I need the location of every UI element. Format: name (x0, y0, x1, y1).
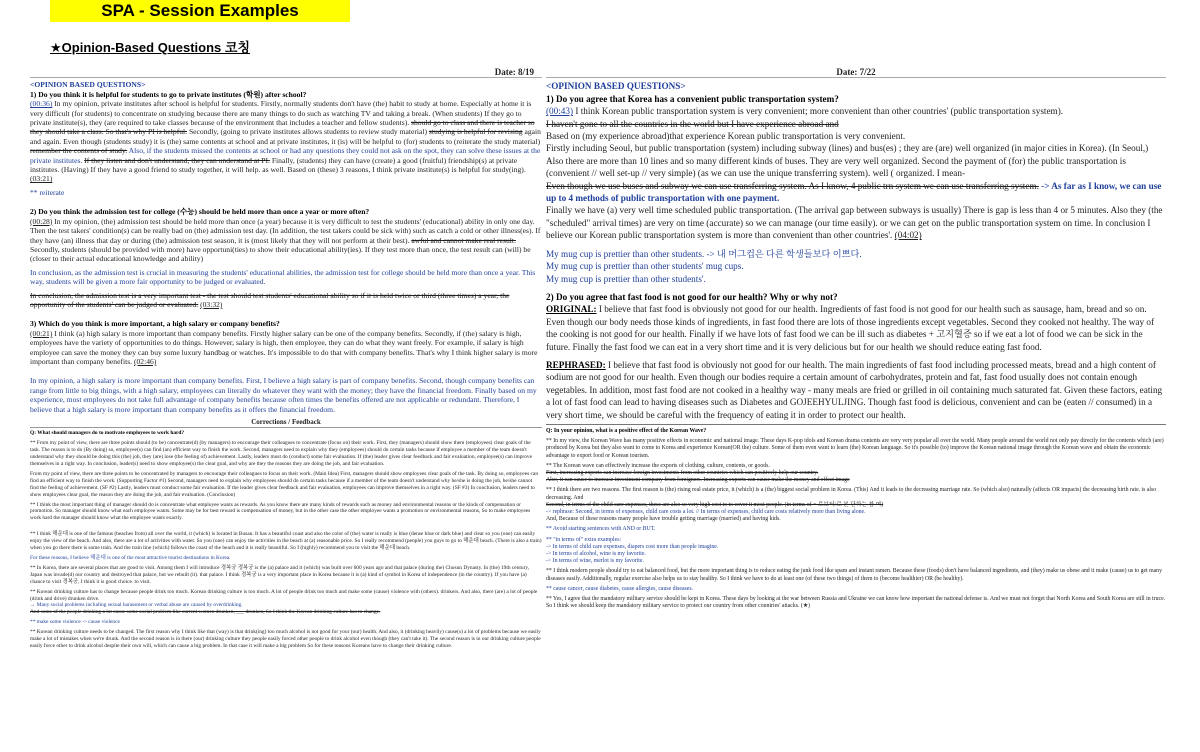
timestamp: (02:46) (133, 356, 157, 366)
right-answer-2-rephrased: REPHRASED: I believe that fast food is obviously not good for our health. The main ingredients of fast food including processed meats, bread and a high content of sodium are not good for our health. Even though our bodies require a certain amount of carbohydrates, protein and fat, fast food usually does not contain enough vegetables. In addition, most fast food are not cooked in a healthy way - many meals are fried or grilled in oil containing much saturated fat. Given these factors, eating a lot of fast food can lead to having diseases such as Diabetes and GOJEEHYULJING. Though fast food is delicious, convenient and can be (eaten // consumed) in a very short time, we should be careful with the frequency of eating it in order to protect our health. (546, 359, 1163, 420)
right-answer-2-original: ORIGINAL: I believe that fast food is obviously not good for our health. Ingredients of fast food is not good for our health such as sausage, ham, bread and so on. Even though our body needs those kinds of ingredients, in fast food there are lots of those ingredients except vegetables. Second they cooked not healthy. The way of the cooking is not good for our health. Finally if we have lots of fast food we can be ill such as diabetes + 고지혈증 so if we eat a lot of food we can be sick in the future. Finally the fast food we can eat in a very short time and it is very delicious but for our health we should reduce eating fast food. (546, 304, 1155, 352)
left-note: ** reiterate (30, 187, 65, 197)
feedback-item: ** cause cancer, cause diabetes, cause allergies, cause diseases. (546, 585, 694, 592)
feedback-title: Corrections / Feedback (30, 418, 542, 428)
timestamp: (03:32) (200, 299, 223, 309)
left-question-2: 2) Do you think the admission test for college (수능) should be held more than once a year or more often? (30, 207, 370, 217)
right-main-section (546, 80, 1166, 421)
feedback-section (30, 430, 542, 649)
feedback-item: ** The Korean wave can effectively increase the exports of clothing, culture, contents, or goods. First, increasing exports can increase foreign investments from other countries which can positively help our country. Also, it can cause to increase investment company from foreigners. Increasing exports can cause make the money and effect image (546, 462, 850, 484)
right-section-heading: <OPINION BASED QUESTIONS> (546, 81, 686, 92)
feedback-item: ** Korean drinking culture has to change because people drink too much. Korean drinking culture is too much. A lot of people drink too much and make some (cause) violence with (others). drinkers. And also, there (are) a lot of people (drink and drive) drunken drive. → Many social problems including sexual harassment or verbal abuse are caused by overdrinking. And some of the people drinking a lot cause some social problem like current women drunken, ___ drunken, So I think the Korean drinking culture has to change. (30, 588, 538, 616)
feedback-item: ** Korean drinking culture needs to be changed. The first reason why I think like that (way) is that drink(ing) too much alcohol is not good for your (our) health. And also, it (drinking heavily) cause(s) a lot of problems because we easily make a lot of mistakes when we're drunk. And the second reason is in there (our) drinking culture they people easily forced other people to drink alcohol even though (they can't take it). The second reason is in our drinking culture people easily force other to drink alcohol despite their own will, which can cause a big problem. In that case it will make a big problem So for these reasons Koreans have to change their drinking culture. (30, 629, 541, 649)
original-label: ORIGINAL: (546, 304, 597, 315)
feedback-item: ** In my view, the Korean Wave has many positive effects in economic and national image. These days K-pop idols and Korean drama contents are very very popular all over the world. Many people around the world not only pay directly for the contents which (are) produced by Korea but they also want to come to Korea and experience Korean(OR the) culture. Some of them even want to learn (the) Korean language. So it's possible (to) improve the Korean national image through the Korean wave and obtain the economic advantage to export food or Korean tourism. (546, 438, 1164, 459)
right-date: Date: 7/22 (546, 68, 1166, 78)
left-answer-3: (00:21) I think (a) high salary is more important than company benefits. Firstly higher salary can be one of the company benefits. Secondly, if (the) salary is high, employees have the variety of opportunities to do things. However, salary is high, then employee, they can do what they want freely. For example, if salary is high employee can save the money they can buy some luxury handbag or watches. It's impossible to do that with company benefits. That's why I think higher salary is more important than company benefits. (02:46) (30, 328, 538, 366)
timestamp: (00:21) (30, 328, 53, 338)
right-column (546, 68, 1166, 752)
feedback-question: Q: What should managers do to motivate employees to work hard? (30, 430, 185, 437)
left-answer-2: (00:28) In my opinion, (the) admission test should be held more than once (a year) because it is very difficult to test the students' (educational) ability in only one day. Then the test takers' condition(s) can be really bad on (the) admission test day. (In addition, the test takers could be sick with) such as catch a cold or other illness(es). If they have (an) illness that day or during (the) admission test season, it is (most likely that they will not perform at their best). awful and cannot make real result. Secondly, students (should be provided with more) have opportuni(ties) to show their educational ability(ies). If they test more than once, the test result can (will) be (closer to their actual educational knowledge and ability) (30, 216, 541, 264)
mug-examples: My mug cup is prettier than other students. -> 내 머그컵은 다른 학생들보다 이쁘다. My mug cup is prettier than other students' mug cups. My mug cup is prettier than other students'. (546, 248, 862, 284)
left-answer-1: (00:36) In my opinion, private institutes after school is helpful for students. Firstly, normally students don't have (the) habit to study at home. Especially at home it is very difficult (for students) to concentrate on studying because there are many things to do such as watching TV and taking a break. (When students) If they go to private institute(s), they (are required to take classes because of the environment that includes a teacher and fellow students). should go to class and there is teacher so they should take a class. So that's why PI is helpful. Secondly, (going to private institutes allows students to review study material) studying is helpful for revising again and again. Even though (students study) it is (the) same contents at school and at private institutes, it (is) will be helpful to (for) students to (reiterate the study material) remember the contents of study. Also, if the students missed the contents at school or had any questions they could not ask on the spot, they can solve these issues at the private institutes. If they listen and don't understand, they can understand at PI. Finally, (students) they can have (create) a good (fruitful) friendship(s) at private institutes. (Having) If they have a good friend to study together, it will help. as well. Based on (these) 3 reasons, I think private institute(s) is helpful for study(ing). (03:21) (30, 99, 541, 184)
page-title-banner: SPA - Session Examples (50, 0, 350, 22)
feedback-item: ** Yes, I agree that the mandatory military service should be kept in Korea. These days by looking at the war between Russia and Ukraine we can know how important the national defense is. And we must not forget that North Korea and South Korea are still in truce. So I think we should keep the mandatory military service to protect our country from other countries' attacks. (★) (546, 596, 1166, 610)
timestamp: (00:28) (30, 216, 53, 226)
timestamp: (00:43) (546, 106, 574, 117)
feedback-item: ** I think 해운대 is one of the famous (beaches from) all over the world, it (which) is located in Busan. It has a beautiful coast and also the color of (the) water is really is blue (dense blue or dark blue) and clear so you (one) can easily enjoy the view of the beach. And also, there are a lot of activities with water. So you (one) can enjoy the activities in the beach at (a) reasonable price. So I really recommend (people) you guys to go to 해운대 beach. (There is also a train) when you go there there is some train. And the train line (which) follows the coast of the beach and it is really beautiful. So I (highly) recommend you to visit the 해운대 beach. (30, 531, 542, 552)
left-column (30, 68, 542, 752)
timestamp: (00:36) (30, 99, 53, 109)
feedback-item: ** make some violence -> cause violence (30, 619, 120, 626)
left-section-heading: <OPINION BASED QUESTIONS> (30, 80, 146, 90)
feedback-item: ** I think modern people should try to eat balanced food, but the more important thing is to reduce eating the junk food like spam and instant ramen. Because these (foods) don't have balanced ingredients, and (they) make us obese and it make (cause) us to get many diseases easily. Additionally, regular exercise also helps us to stay healthy. So I think we have to do at least one (of these two things) of them to (become healthier) OR (be healthy). (546, 568, 1162, 582)
left-date: Date: 8/19 (30, 68, 542, 78)
page-subtitle: ★Opinion-Based Questions 코칭 (50, 40, 251, 55)
left-answer-2-revised: In conclusion, as the admission test is crucial in measuring the students' educational abilities, the admission test for college should be held more than once a year. This way, students will be given a more fair opportunity to be judged or evaluated. (30, 267, 536, 287)
feedback-item: ** I think the most important thing of manager should do is concentrate what employee wants as rewards. As you know there are many kinds of rewards such as money and environmental reasons or the kinds of compensation or promotion. So manager should know what each employee wants. Some may be for best reward is compensation of money, but in the other case the other employee wants a promotion or environmental reasons, So to make employees work hard the manager should know what the employee wants exactly. (30, 501, 531, 522)
feedback-question: Q: In your opinion, what is a positive effect of the Korean Wave? (546, 427, 707, 434)
right-question-2: 2) Do you agree that fast food is not good for our health? Why or why not? (546, 291, 838, 302)
feedback-item: ** Avoid starting sentences with AND or BUT. (546, 526, 656, 533)
feedback-item: ** I think there are two reasons. The first reason is (the) rising real estate price, it (which) is a (the) biggest social problem in Korea. (This) And it leads to the decreasing marriage rate. So (which also) naturally (affects OR impacts) the decreasing birth rate. is also decreasing. And Second, in terms of the child care expenses, these are also so very high cost to to cover it most people. (in terms of = 로보터/로 본 단하는 참 여) -> rephrase: Second, in terms of expenses, child care costs a lot. // In terms of expenses, child care costs relatively more than living alone. And, Because of these reasons many people have trouble getting marriage (married) and having kids. (546, 487, 1157, 523)
feedback-item: From my point of view, there are three points to be concentrated by managers to encourage their colleagues to focus on their work. (Main Idea) First, managers should show employees clear goals of the task. By doing so, employees can find an efficient way to finish the work. (Supporting Factor #1) Second, managers need to explain why employees should do certain tasks because if a member of the team doesn't understand why he/she is doing the job, he/she cannot find the feeling of achievement. (SF #2) Lastly, leaders must conduct some fair evaluation. If the leader gives clear feedback and fair evaluation, employees can improve themselves in a right way. (SF #3) In conclusion, leaders need to show employees clear goal, the reason they are doing the job, and fair evaluation. (Conclusion) (30, 470, 539, 498)
timestamp: (04:02) (894, 230, 922, 241)
left-answer-3-revised: In my opinion, a high salary is more important than company benefits. First, I believe a high salary is part of company benefits. Second, though company benefits can range from little to big things, with a high salary, employees can literally do whatever they want with the money; they have the financial freedom. Finally based on my experience, most employees do not take full advantage of company benefits because often times the benefits offered are not applicable or redundant. Therefore, I believe that a high salary is more important than company benefits as it offers the financial freedom. (30, 376, 537, 414)
right-feedback-section (546, 428, 1166, 610)
left-answer-2-struck: In conclusion, the admission test is a very important test - the test should test students' educational ability so if it is held twice or third (three times) a year, the opportunity of the students' can be judged or evaluated. (03:32) (30, 290, 510, 309)
feedback-item-revised: For these reasons, I believe 해운대 is one of the most attractive tourist destinations in Korea. (30, 555, 231, 561)
right-answer-1: (00:43) I think Korean public transportation system is very convenient; more convenient than other countries' (public transportation system). I haven't gone to all the countries in the world but I have experience abroad and Based on (my experience abroad)that experience Korean public transportation is very convenient. Firstly including Seoul, but public transportation (system) including subway (lines) and bus(es) ; they are (are) well organized (in major cities in Korea). (In Seoul,) Also there are more than 10 lines and so many different kinds of buses. They are very well organized. Second the payment of (for) the public transportation is (convenient // well set-up // very simple) (as we can use the unique transferring system). well ( organized. I mean- Even though we use buses and subway we can use transferring system. As I know, 4 public trn system we can use transferring system. -> As far as I know, we can use up to 4 methods of public transportation with one payment. Finally we have (a) very well time scheduled public transportation. (The arrival gap between subways is usually) There is gap is less than 4 or 5 minutes. Also they (the "scheduled" arrival times) are very on time (accurate) so we can manage (our time easily). or we can get on the public transportation system on time. In conclusion I believe our Korean public transportation system is more than convenient than other countries'. (04:02) (546, 106, 1163, 241)
rephrased-label: REPHRASED: (546, 359, 606, 370)
right-question-1: 1) Do you agree that Korea has a convenient public transportation system? (546, 93, 839, 104)
left-question-1: 1) Do you think it is helpful for students to go to private institutes (학원) after school? (30, 89, 307, 99)
feedback-item: ** In Korea, there are several places that are good to visit. Among them I will introduce 경복궁 경복궁 is the (a) palace and it (which) was built over 600 years ago and that palace (during the) Chosun Dynasty. In (the) 19th century, Japan was invade(d) our country and destroyed that palace, but we rebuilt (it). that palace. I think 경복궁 is a very important place in Korea because it is (a) kind of symbol in Korea of independence (in the country). If you have (a) chance to visit 경복궁, I think it is good choice. to visit. (30, 564, 530, 585)
timestamp: (03:21) (30, 174, 53, 184)
left-question-3: 3) Which do you think is more important, a high salary or company benefits? (30, 319, 280, 329)
feedback-item: ** From my point of view, there are three points should (to be) concentrate(d) (by managers) to encourage their colleagues to concentrate (focus on) their work. First, they (managers) should show them (employees) clear goals of the task. The reason is to do (By doing) so, employee(s) can find (an) efficient way to finish the work. Second, managers need to explain why they (employees) should do certain tasks because if employee a member of the team doesn't understand why they should be doing this (the) job, they (are) lose (the feeling of) achievement. Lastly, leaders must do (conduct) some fair evaluation. If (the) leader gives clear feedback and fair evaluation, employee(s) can improve themselves in a right way. In conclusion, leader(s) need to show employee(s) the clear goal, and why are they the reasons they are doing the job, and fair evaluation. (30, 440, 532, 468)
feedback-item: ** "in terms of" extra examples: -> In terms of child care expenses, diapers cost more than people imagine. -> In terms of alcohol, wine is my favorite. -> In terms of wine, merlot is my favorite. (546, 536, 719, 565)
